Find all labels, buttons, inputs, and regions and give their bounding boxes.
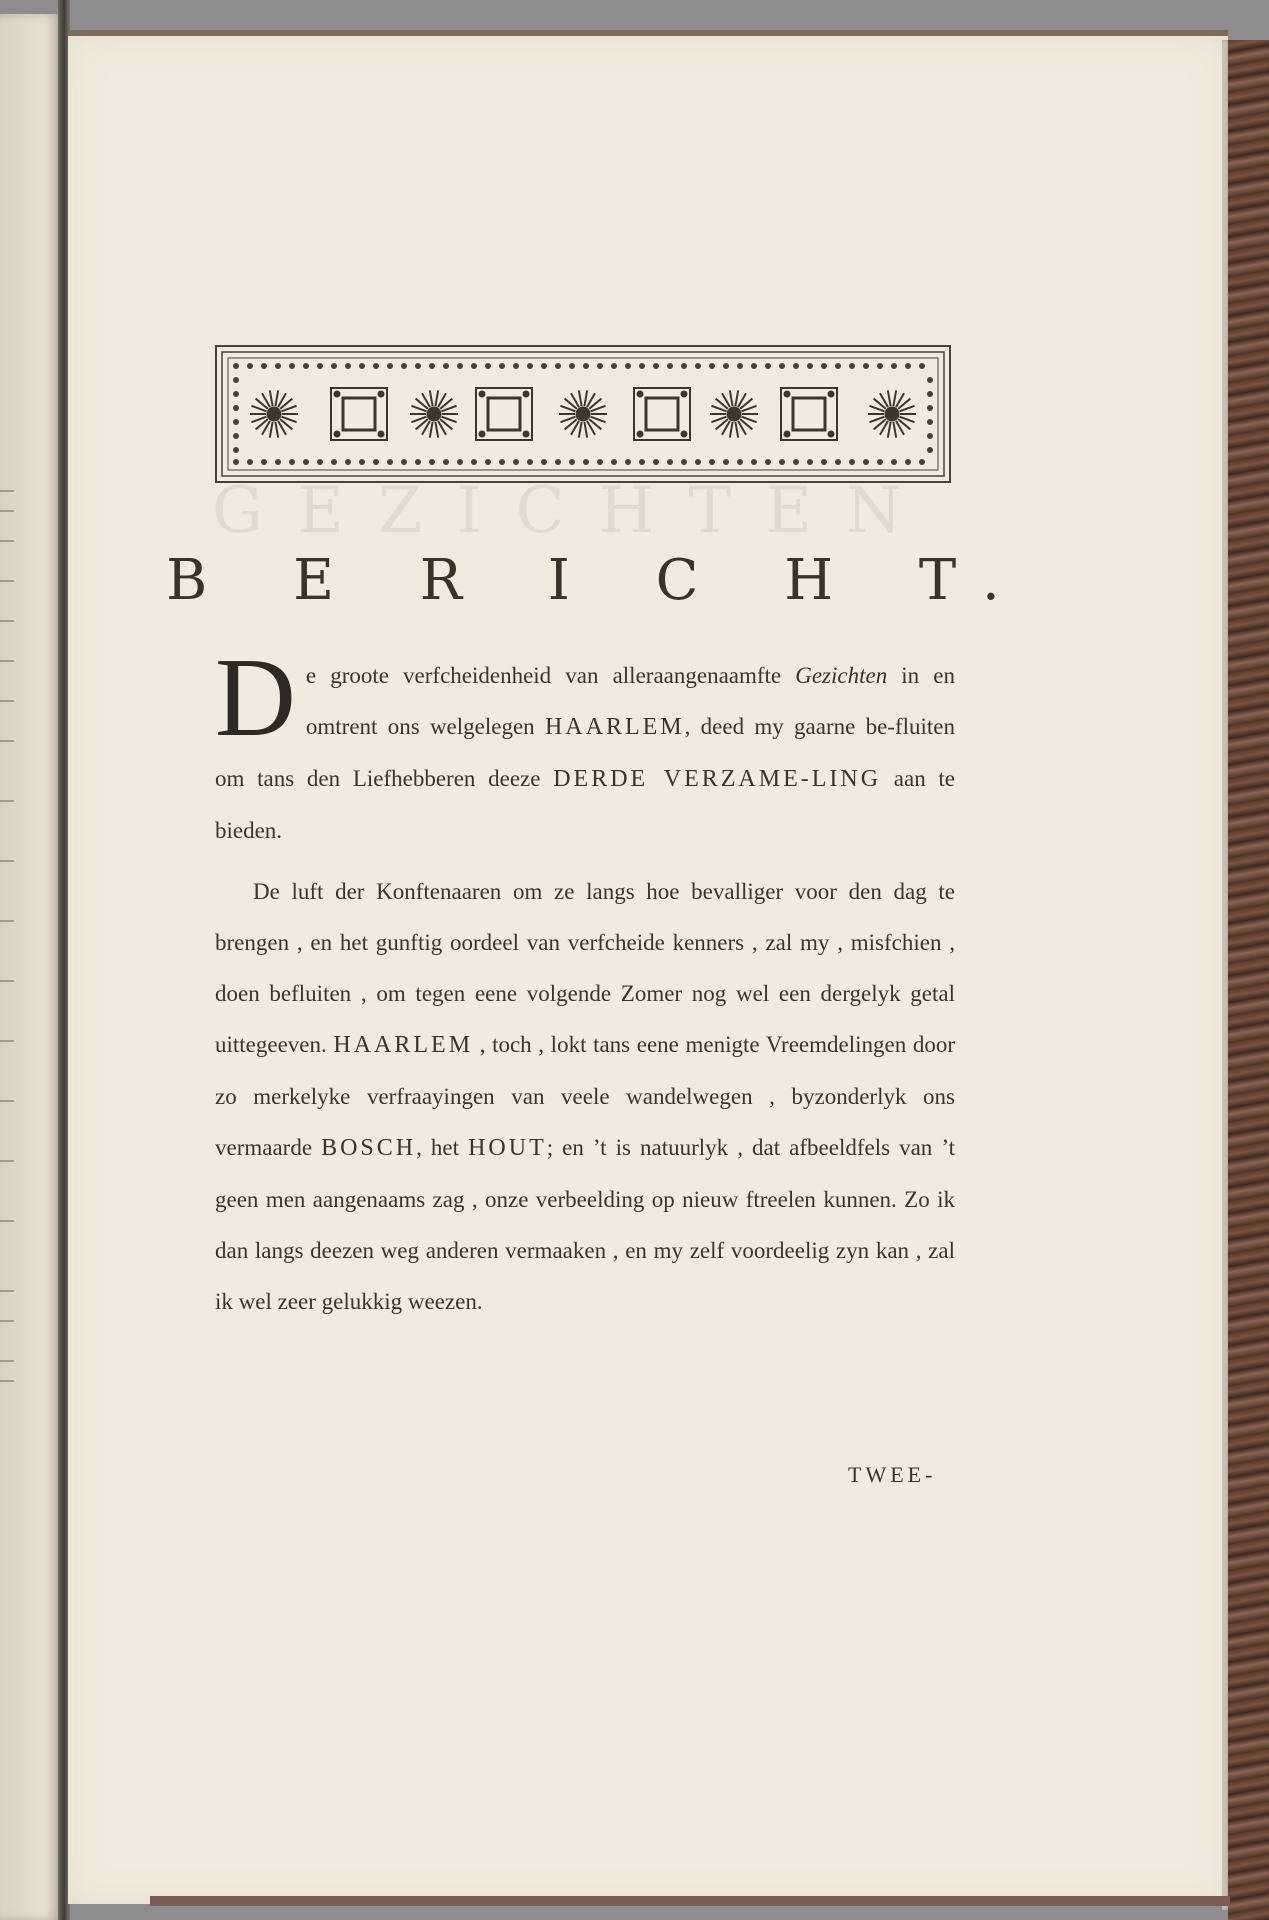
ornament-dot bbox=[233, 363, 239, 369]
ornament-dot bbox=[373, 363, 379, 369]
ornament-dot bbox=[751, 363, 757, 369]
ornament-dot bbox=[597, 363, 603, 369]
ornament-dot bbox=[513, 459, 519, 465]
ornament-dot bbox=[821, 363, 827, 369]
ornament-dot bbox=[583, 459, 589, 465]
text-segment: De luft der Konftenaaren om ze langs hoe bevalliger voor den dag te brengen , en het gunftig oordeel van verfcheide kenners , zal my , misfchien , doen befluiten , om tegen eene volgende Zomer nog wel een dergelyk getal uittegeeven. bbox=[215, 879, 955, 1057]
bleed-mark bbox=[0, 1320, 14, 1322]
ornament-dot bbox=[471, 459, 477, 465]
bleed-mark bbox=[0, 920, 14, 922]
ornament-dot bbox=[835, 459, 841, 465]
text-segment: , toch , lokt tans eene menigte Vreemdelingen door zo merkelyke verfraayingen van veele wandelwegen , byzonderlyk ons vermaarde bbox=[215, 1032, 955, 1160]
ornament-medallion bbox=[250, 390, 298, 437]
ornament-dot bbox=[415, 363, 421, 369]
dropcap: D bbox=[215, 636, 296, 760]
ornament-dot bbox=[927, 419, 933, 425]
ornament-dot bbox=[625, 363, 631, 369]
text-segment: Gezichten bbox=[795, 663, 888, 688]
ornament-dot bbox=[765, 363, 771, 369]
paragraph-2 bbox=[215, 866, 955, 1327]
text-segment: DERDE VERZAME-LING bbox=[553, 766, 882, 792]
ornament-dot bbox=[751, 459, 757, 465]
ornament-dot bbox=[331, 363, 337, 369]
bleed-mark bbox=[0, 1220, 14, 1222]
ornament-dot bbox=[863, 459, 869, 465]
ornament-dot bbox=[499, 459, 505, 465]
ornament-dot bbox=[429, 459, 435, 465]
ornament-dot bbox=[527, 363, 533, 369]
ornament-dot bbox=[345, 459, 351, 465]
text-segment: BOSCH bbox=[321, 1135, 417, 1161]
ornament-dot bbox=[919, 459, 925, 465]
ornament-dot bbox=[303, 363, 309, 369]
ornament-dot bbox=[877, 363, 883, 369]
ornament-dot bbox=[233, 391, 239, 397]
ornament-dot bbox=[555, 459, 561, 465]
ornament-medallion bbox=[634, 388, 690, 440]
ornament-dot bbox=[485, 363, 491, 369]
body-text bbox=[215, 636, 956, 1327]
ornament-dot bbox=[513, 363, 519, 369]
text-segment: HAARLEM bbox=[333, 1032, 474, 1058]
ornament-dot bbox=[485, 459, 491, 465]
ornament-dot bbox=[373, 459, 379, 465]
bleed-mark bbox=[0, 1040, 14, 1042]
ornament-dot bbox=[597, 459, 603, 465]
ornament-headpiece bbox=[214, 344, 952, 484]
text-segment: aan te bieden. bbox=[215, 766, 956, 843]
paragraph-1 bbox=[215, 636, 956, 856]
ornament-dot bbox=[667, 459, 673, 465]
ornament-dot bbox=[443, 363, 449, 369]
ornament-dot bbox=[261, 459, 267, 465]
ornament-dot bbox=[401, 459, 407, 465]
ornament-dot bbox=[863, 363, 869, 369]
ornament-medallion bbox=[476, 388, 532, 440]
ornament-dot bbox=[359, 459, 365, 465]
ornament-dot bbox=[681, 363, 687, 369]
bleed-mark bbox=[0, 1380, 14, 1382]
ornament-dot bbox=[723, 363, 729, 369]
ornament-dot bbox=[471, 363, 477, 369]
ornament-dot bbox=[681, 459, 687, 465]
ornament-dot bbox=[927, 405, 933, 411]
ornament-dot bbox=[653, 363, 659, 369]
text-segment: , deed my gaarne be-fluiten om tans den Liefhebberen deeze bbox=[215, 714, 955, 791]
text-segment: e groote verfcheidenheid van alleraangenaamfte bbox=[305, 663, 796, 688]
ornament-dot bbox=[695, 363, 701, 369]
ornament-dot bbox=[737, 363, 743, 369]
ornament-dot bbox=[583, 363, 589, 369]
ornament-dot bbox=[723, 459, 729, 465]
paragraph-1-text bbox=[215, 663, 955, 843]
ornament-dot bbox=[233, 433, 239, 439]
ornament-dot bbox=[569, 363, 575, 369]
ornament-dot bbox=[709, 363, 715, 369]
ornament-dot bbox=[695, 459, 701, 465]
ornament-medallion bbox=[868, 390, 916, 437]
ornament-dot bbox=[233, 405, 239, 411]
page-bottom-edge bbox=[150, 1896, 1230, 1906]
ornament-dot bbox=[233, 459, 239, 465]
bleed-mark bbox=[0, 540, 14, 542]
bleed-mark bbox=[0, 1360, 14, 1362]
ornament-dot bbox=[345, 363, 351, 369]
ornament-dot bbox=[457, 459, 463, 465]
ornament-dot bbox=[247, 363, 253, 369]
catchword: TWEE- bbox=[848, 1462, 937, 1487]
paragraph-2-text bbox=[215, 879, 955, 1314]
ornament-dot bbox=[793, 459, 799, 465]
bleed-mark bbox=[0, 980, 14, 982]
ornament-dot bbox=[415, 459, 421, 465]
ornament-dot bbox=[849, 459, 855, 465]
ornament-dot bbox=[303, 459, 309, 465]
bleed-mark bbox=[0, 800, 14, 802]
ornament-dot bbox=[289, 459, 295, 465]
ornament-dot bbox=[849, 363, 855, 369]
ornament-dot bbox=[499, 363, 505, 369]
bleed-mark bbox=[0, 740, 14, 742]
ornament-medallion bbox=[710, 390, 758, 437]
marbled-board bbox=[1228, 40, 1269, 1920]
ornament-dot bbox=[401, 363, 407, 369]
bleed-mark bbox=[0, 660, 14, 662]
ornament-dot bbox=[653, 459, 659, 465]
ornament-dot bbox=[611, 363, 617, 369]
ornament-dot bbox=[261, 363, 267, 369]
bleed-mark bbox=[0, 1160, 14, 1162]
ornament-dot bbox=[927, 377, 933, 383]
bleed-mark bbox=[0, 1290, 14, 1292]
ornament-medallion bbox=[559, 390, 607, 437]
bleed-mark bbox=[0, 1100, 14, 1102]
ornament-dot bbox=[905, 363, 911, 369]
ornament-dot bbox=[927, 447, 933, 453]
ornament-dot bbox=[611, 459, 617, 465]
text-segment: , het bbox=[416, 1135, 469, 1160]
ornament-medallion bbox=[781, 388, 837, 440]
ornament-dot bbox=[905, 459, 911, 465]
ornament-dot bbox=[807, 459, 813, 465]
ornament-dot bbox=[927, 433, 933, 439]
ornament-dot bbox=[569, 459, 575, 465]
ornament-dot bbox=[639, 459, 645, 465]
bleed-mark bbox=[0, 860, 14, 862]
bleed-mark bbox=[0, 700, 14, 702]
bleed-mark bbox=[0, 510, 14, 512]
ornament-dot bbox=[667, 363, 673, 369]
ornament-dot bbox=[247, 459, 253, 465]
ornament-medallion bbox=[331, 388, 387, 440]
text-segment: in en omtrent ons welgelegen bbox=[305, 663, 955, 739]
bleed-mark bbox=[0, 620, 14, 622]
text-segment: ; en ’t is natuurlyk , dat afbeeldfels van ’t geen men aangenaams zag , onze verbeelding op nieuw ftreelen kunnen. Zo ik dan langs deezen weg anderen vermaaken , en my zelf voordeelig zyn kan , zal ik wel zeer gelukkig weezen. bbox=[215, 1135, 955, 1314]
ornament-dot bbox=[639, 363, 645, 369]
ornament-dot bbox=[457, 363, 463, 369]
facing-page-edge bbox=[0, 14, 62, 1920]
ornament-dot bbox=[275, 363, 281, 369]
ornament-dot bbox=[927, 391, 933, 397]
ornament-dot bbox=[625, 459, 631, 465]
ornament-dot bbox=[275, 459, 281, 465]
ornament-dot bbox=[331, 459, 337, 465]
ornament-dot bbox=[359, 363, 365, 369]
ornament-medallion bbox=[410, 390, 458, 437]
ornament-dot bbox=[443, 459, 449, 465]
ornament-dot bbox=[877, 459, 883, 465]
show-through-text: GEZICHTEN bbox=[212, 474, 936, 548]
ornament-dot bbox=[555, 363, 561, 369]
ornament-dot bbox=[835, 363, 841, 369]
ornament-dot bbox=[317, 459, 323, 465]
text-segment: HOUT bbox=[468, 1135, 547, 1161]
ornament-dot bbox=[793, 363, 799, 369]
bleed-mark bbox=[0, 490, 14, 492]
ornament-dot bbox=[317, 363, 323, 369]
text-segment: HAARLEM bbox=[544, 714, 685, 740]
ornament-dot bbox=[289, 363, 295, 369]
ornament-dot bbox=[919, 363, 925, 369]
ornament-dot bbox=[891, 363, 897, 369]
ornament-dot bbox=[233, 419, 239, 425]
ornament-dot bbox=[527, 459, 533, 465]
ornament-dot bbox=[891, 459, 897, 465]
ornament-dot bbox=[821, 459, 827, 465]
ornament-dot bbox=[387, 459, 393, 465]
ornament-dot bbox=[779, 363, 785, 369]
ornament-dot bbox=[737, 459, 743, 465]
ornament-dot bbox=[541, 459, 547, 465]
ornament-dot bbox=[233, 447, 239, 453]
ornament-dot bbox=[541, 363, 547, 369]
ornament-dot bbox=[779, 459, 785, 465]
ornament-dot bbox=[765, 459, 771, 465]
ornament-dot bbox=[709, 459, 715, 465]
ornament-dot bbox=[429, 363, 435, 369]
ornament-dot bbox=[233, 377, 239, 383]
page-title: B E R I C H T. bbox=[166, 548, 1034, 613]
ornament-dot bbox=[807, 363, 813, 369]
ornament-dot bbox=[387, 363, 393, 369]
